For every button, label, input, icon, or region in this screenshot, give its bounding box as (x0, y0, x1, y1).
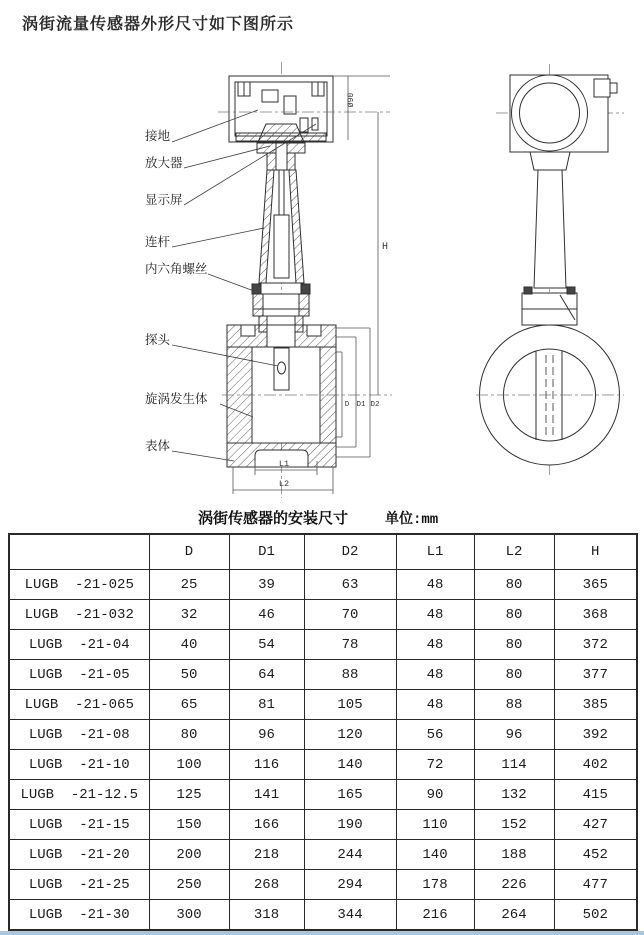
value-cell: 125 (149, 780, 229, 810)
header-model (9, 534, 149, 570)
value-cell: 50 (149, 660, 229, 690)
header-h: H (554, 534, 637, 570)
value-cell: 70 (304, 600, 396, 630)
table-header-row (9, 534, 637, 570)
header-d2: D2 (304, 534, 396, 570)
value-cell: 54 (229, 630, 304, 660)
front-section-view (218, 62, 392, 498)
value-cell: 268 (229, 870, 304, 900)
value-cell: 300 (149, 900, 229, 931)
value-cell: 226 (474, 870, 554, 900)
value-cell: 48 (396, 630, 474, 660)
value-cell: 140 (304, 750, 396, 780)
value-cell: 25 (149, 570, 229, 600)
dim-label-d2: D2 (370, 401, 380, 409)
value-cell: 372 (554, 630, 637, 660)
table-row (9, 660, 637, 690)
value-cell: 368 (554, 600, 637, 630)
table-row (9, 750, 637, 780)
header-l1: L1 (396, 534, 474, 570)
table-body (9, 570, 637, 931)
model-cell: LUGB -21-25 (9, 870, 149, 900)
table-row (9, 630, 637, 660)
value-cell: 250 (149, 870, 229, 900)
value-cell: 40 (149, 630, 229, 660)
value-cell: 88 (304, 660, 396, 690)
model-cell: LUGB -21-30 (9, 900, 149, 931)
value-cell: 90 (396, 780, 474, 810)
table-row (9, 690, 637, 720)
value-cell: 56 (396, 720, 474, 750)
table-title: 涡街传感器的安装尺寸 (198, 510, 349, 527)
value-cell: 80 (474, 600, 554, 630)
value-cell: 81 (229, 690, 304, 720)
value-cell: 80 (474, 570, 554, 600)
label-meter-body: 表体 (145, 439, 171, 453)
model-cell: LUGB -21-12.5 (9, 780, 149, 810)
model-cell: LUGB -21-20 (9, 840, 149, 870)
dim-label-l1: L1 (278, 459, 290, 469)
model-cell: LUGB -21-04 (9, 630, 149, 660)
page-title: 涡街流量传感器外形尺寸如下图所示 (22, 16, 295, 33)
label-hex-socket-screw: 内六角螺丝 (145, 262, 208, 276)
label-probe: 探头 (145, 333, 171, 347)
value-cell: 80 (474, 660, 554, 690)
value-cell: 114 (474, 750, 554, 780)
value-cell: 32 (149, 600, 229, 630)
value-cell: 140 (396, 840, 474, 870)
value-cell: 46 (229, 600, 304, 630)
installation-dimensions-table (8, 533, 638, 931)
value-cell: 63 (304, 570, 396, 600)
value-cell: 64 (229, 660, 304, 690)
value-cell: 48 (396, 570, 474, 600)
value-cell: 244 (304, 840, 396, 870)
value-cell: 48 (396, 690, 474, 720)
value-cell: 65 (149, 690, 229, 720)
value-cell: 200 (149, 840, 229, 870)
label-grounding: 接地 (145, 129, 171, 143)
value-cell: 216 (396, 900, 474, 931)
value-cell: 72 (396, 750, 474, 780)
value-cell: 96 (229, 720, 304, 750)
value-cell: 188 (474, 840, 554, 870)
value-cell: 165 (304, 780, 396, 810)
value-cell: 78 (304, 630, 396, 660)
value-cell: 385 (554, 690, 637, 720)
model-cell: LUGB -21-025 (9, 570, 149, 600)
dim-label-d: D (344, 401, 350, 409)
label-connecting-rod: 连杆 (145, 235, 171, 249)
value-cell: 141 (229, 780, 304, 810)
value-cell: 120 (304, 720, 396, 750)
value-cell: 218 (229, 840, 304, 870)
table-row (9, 870, 637, 900)
value-cell: 48 (396, 660, 474, 690)
header-d: D (149, 534, 229, 570)
value-cell: 166 (229, 810, 304, 840)
side-view (476, 64, 624, 478)
table-caption (0, 507, 644, 531)
table-row (9, 600, 637, 630)
table-row (9, 570, 637, 600)
value-cell: 105 (304, 690, 396, 720)
value-cell: 110 (396, 810, 474, 840)
value-cell: 39 (229, 570, 304, 600)
model-cell: LUGB -21-065 (9, 690, 149, 720)
model-cell: LUGB -21-032 (9, 600, 149, 630)
value-cell: 344 (304, 900, 396, 931)
label-vortex-generator: 旋涡发生体 (145, 392, 208, 406)
model-cell: LUGB -21-05 (9, 660, 149, 690)
value-cell: 427 (554, 810, 637, 840)
bottom-edge-line (0, 931, 644, 935)
value-cell: 190 (304, 810, 396, 840)
table-row (9, 900, 637, 931)
value-cell: 96 (474, 720, 554, 750)
value-cell: 377 (554, 660, 637, 690)
label-amplifier: 放大器 (145, 156, 183, 170)
value-cell: 48 (396, 600, 474, 630)
value-cell: 116 (229, 750, 304, 780)
table-row (9, 780, 637, 810)
value-cell: 502 (554, 900, 637, 931)
dim-label-diameter: Ø90 (347, 92, 356, 108)
header-d1: D1 (229, 534, 304, 570)
value-cell: 402 (554, 750, 637, 780)
table-row (9, 810, 637, 840)
value-cell: 365 (554, 570, 637, 600)
dim-label-l2: L2 (278, 479, 290, 489)
table-row (9, 840, 637, 870)
label-display-screen: 显示屏 (145, 193, 183, 207)
value-cell: 88 (474, 690, 554, 720)
value-cell: 178 (396, 870, 474, 900)
value-cell: 132 (474, 780, 554, 810)
value-cell: 80 (474, 630, 554, 660)
value-cell: 392 (554, 720, 637, 750)
dim-label-height: H (382, 242, 389, 253)
model-cell: LUGB -21-15 (9, 810, 149, 840)
model-cell: LUGB -21-08 (9, 720, 149, 750)
value-cell: 452 (554, 840, 637, 870)
value-cell: 294 (304, 870, 396, 900)
value-cell: 477 (554, 870, 637, 900)
value-cell: 264 (474, 900, 554, 931)
value-cell: 80 (149, 720, 229, 750)
dim-label-d1: D1 (356, 401, 366, 409)
table-row (9, 720, 637, 750)
value-cell: 415 (554, 780, 637, 810)
model-cell: LUGB -21-10 (9, 750, 149, 780)
unit-label: 单位:mm (385, 512, 439, 528)
value-cell: 150 (149, 810, 229, 840)
value-cell: 318 (229, 900, 304, 931)
value-cell: 100 (149, 750, 229, 780)
header-l2: L2 (474, 534, 554, 570)
value-cell: 152 (474, 810, 554, 840)
